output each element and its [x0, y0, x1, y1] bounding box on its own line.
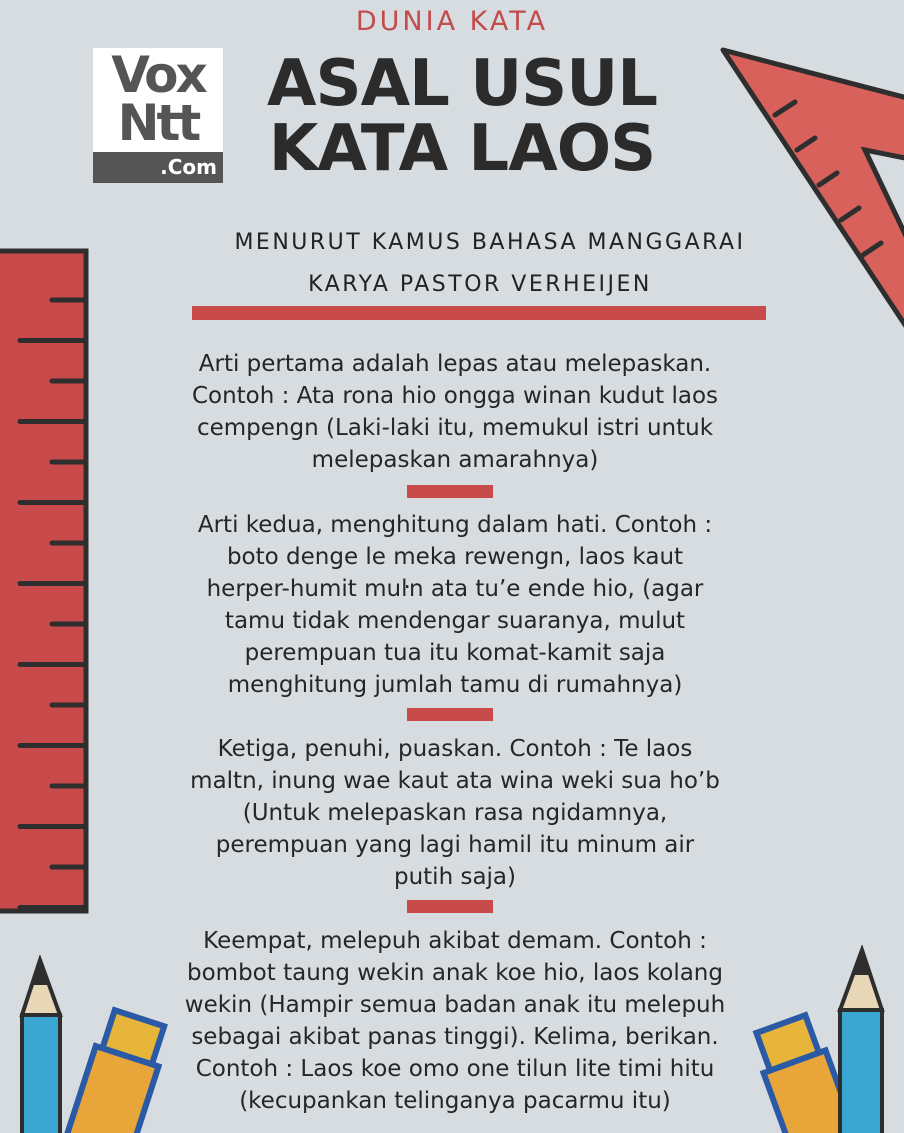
- voxntt-logo: [93, 48, 223, 183]
- text-line: (Untuk melepaskan rasa ngidamnya,: [242, 800, 668, 826]
- text-line: perempuan tua itu komat-kamit saja: [244, 640, 666, 666]
- logo-text-com: .Com: [93, 152, 223, 183]
- subtitle-line2: KARYA PASTOR VERHEIJEN: [308, 272, 652, 297]
- text-line: Arti kedua, menghitung dalam hati. Contoh :: [197, 512, 713, 538]
- text-line: tamu tidak mendengar suaranya, mulut: [224, 608, 686, 634]
- text-line: cempengn (Laki-laki itu, memukul istri untuk: [196, 415, 714, 441]
- page-title-line1: ASAL USUL: [266, 47, 658, 121]
- text-line: Keempat, melepuh akibat demam. Contoh :: [203, 928, 707, 954]
- text-line: herper-humit muŀn ata tuʼe ende hio, (agar: [206, 576, 704, 602]
- text-line: boto denge le meka rewengn, laos kaut: [226, 544, 684, 570]
- text-line: Contoh : Laos koe omo one tilun lite timi hitu: [195, 1056, 715, 1082]
- paragraph-meaning-1: [160, 348, 750, 476]
- text-line: Contoh : Ata rona hio ongga winan kudut laos: [191, 383, 719, 409]
- text-line: perempuan yang lagi hamil itu minum air: [215, 832, 695, 858]
- pencil-marker-right-illustration: [740, 945, 904, 1133]
- text-line: putih saja): [393, 864, 516, 890]
- text-line: Arti pertama adalah lepas atau melepaskan.: [198, 351, 712, 377]
- text-line: melepaskan amarahnya): [311, 447, 599, 473]
- page-title-line2: KATA LAOS: [268, 112, 656, 186]
- paragraph-meaning-2: [160, 509, 750, 701]
- text-line: menghitung jumlah tamu di rumahnya): [227, 672, 683, 698]
- text-line: (kecupankan telinganya pacarmu itu): [239, 1088, 671, 1114]
- ruler-illustration: [0, 248, 96, 916]
- text-line: sebagai akibat panas tinggi). Kelima, berikan.: [191, 1024, 719, 1050]
- text-line: maltn, inung wae kaut ata wina weki sua hoʼb: [190, 768, 720, 794]
- section-kicker: DUNIA KATA: [355, 6, 549, 37]
- text-line: wekin (Hampir semua badan anak itu melepuh: [184, 992, 726, 1018]
- logo-text-ntt: Ntt: [117, 94, 199, 152]
- section-divider: [407, 485, 493, 498]
- paragraph-meaning-4: [160, 925, 750, 1117]
- paragraph-meaning-3: [160, 733, 750, 893]
- section-divider: [407, 900, 493, 913]
- subtitle-line1: MENURUT KAMUS BAHASA MANGGARAI: [234, 230, 746, 255]
- text-line: Ketiga, penuhi, puaskan. Contoh : Te laos: [217, 736, 693, 762]
- section-divider: [407, 708, 493, 721]
- header-divider: [192, 306, 766, 320]
- logo-text-vox: Vox: [111, 46, 205, 104]
- text-line: bombot taung wekin anak koe hio, laos kolang: [187, 960, 723, 986]
- pencil-marker-left-illustration: [0, 955, 170, 1133]
